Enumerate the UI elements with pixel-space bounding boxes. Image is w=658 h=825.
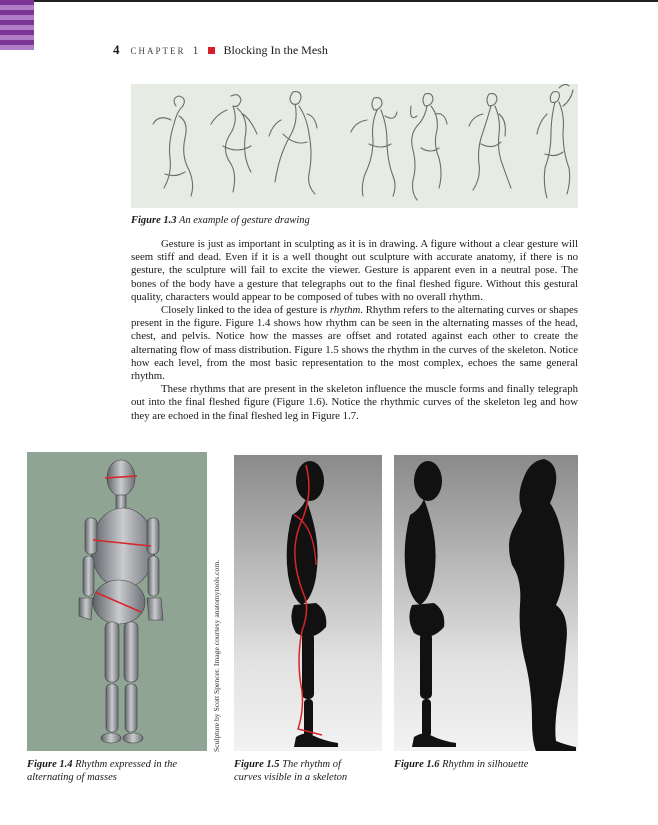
top-rule (0, 0, 658, 2)
chapter-title: Blocking In the Mesh (223, 43, 328, 57)
figure-label: Figure 1.4 (27, 759, 73, 770)
paragraph: These rhythms that are present in the skeleton influence the muscle forms and finally telegraph out into the final fleshed figure (Figure 1.6). Notice the rhythmic curves of the skeleton leg and how they are echoed in the final fleshed leg in Figure 1.7. (131, 383, 578, 422)
running-header (113, 42, 328, 58)
caption-text: An example of gesture drawing (178, 215, 310, 226)
figure-label: Figure 1.6 (394, 759, 440, 770)
chapter-label: CHAPTER (130, 46, 186, 56)
header-square-icon (208, 47, 215, 54)
figure-label: Figure 1.5 (234, 759, 280, 770)
chapter-number: 1 (192, 43, 199, 57)
figure-1-6-caption (394, 758, 578, 771)
paragraph: Gesture is just as important in sculpting as it is in drawing. A figure without a clear gesture will seem stiff and dead. Even if it is a well thought out sculpture with accurate anatomy, if there is no gesture, the sculpture will fail to excite the viewer. Gesture is apparent even in a neutral pose. The bones of the body have a gesture that telegraphs out to the final fleshed figure. Without this gestural quality, characters would appear to be composed of tubes with no overall rhythm. (131, 238, 578, 303)
caption-text: Rhythm in silhouette (442, 759, 529, 770)
gesture-drawing-figure (131, 84, 578, 208)
figure-1-4-caption (27, 758, 207, 784)
caption-text: curves visible in a skeleton (234, 772, 348, 783)
rhythm-silhouette-figure (394, 455, 578, 751)
photo-credit: Sculpture by Scott Spencer. Image courtesy anatomytools.com. (212, 559, 221, 752)
paragraph: Closely linked to the idea of gesture is rhythm. Rhythm refers to the alternating curves or shapes present in the figure. Figure 1.4 shows how rhythm can be seen in the alternating masses of the head, chest, and pelvis. Notice how the masses are offset and rotated against each other to create the alternating flow of mass distribution. Figure 1.5 shows the rhythm in the curves of the skeleton. Notice how each level, from the most basic representation to the most complex, echoes the same general rhythm. (131, 304, 578, 383)
page-number: 4 (113, 42, 120, 57)
caption-text: The rhythm of (282, 759, 341, 770)
figure-1-5-caption (234, 758, 384, 784)
rhythm-masses-figure (27, 452, 207, 751)
figure-1-3-caption (131, 214, 310, 227)
caption-text: Rhythm expressed in the (75, 759, 178, 770)
caption-text: alternating of masses (27, 772, 117, 783)
chapter-tab-marker (0, 0, 34, 50)
body-text (131, 238, 578, 423)
rhythm-skeleton-figure (234, 455, 382, 751)
emphasis: rhythm (329, 304, 361, 317)
figure-label: Figure 1.3 (131, 215, 177, 226)
